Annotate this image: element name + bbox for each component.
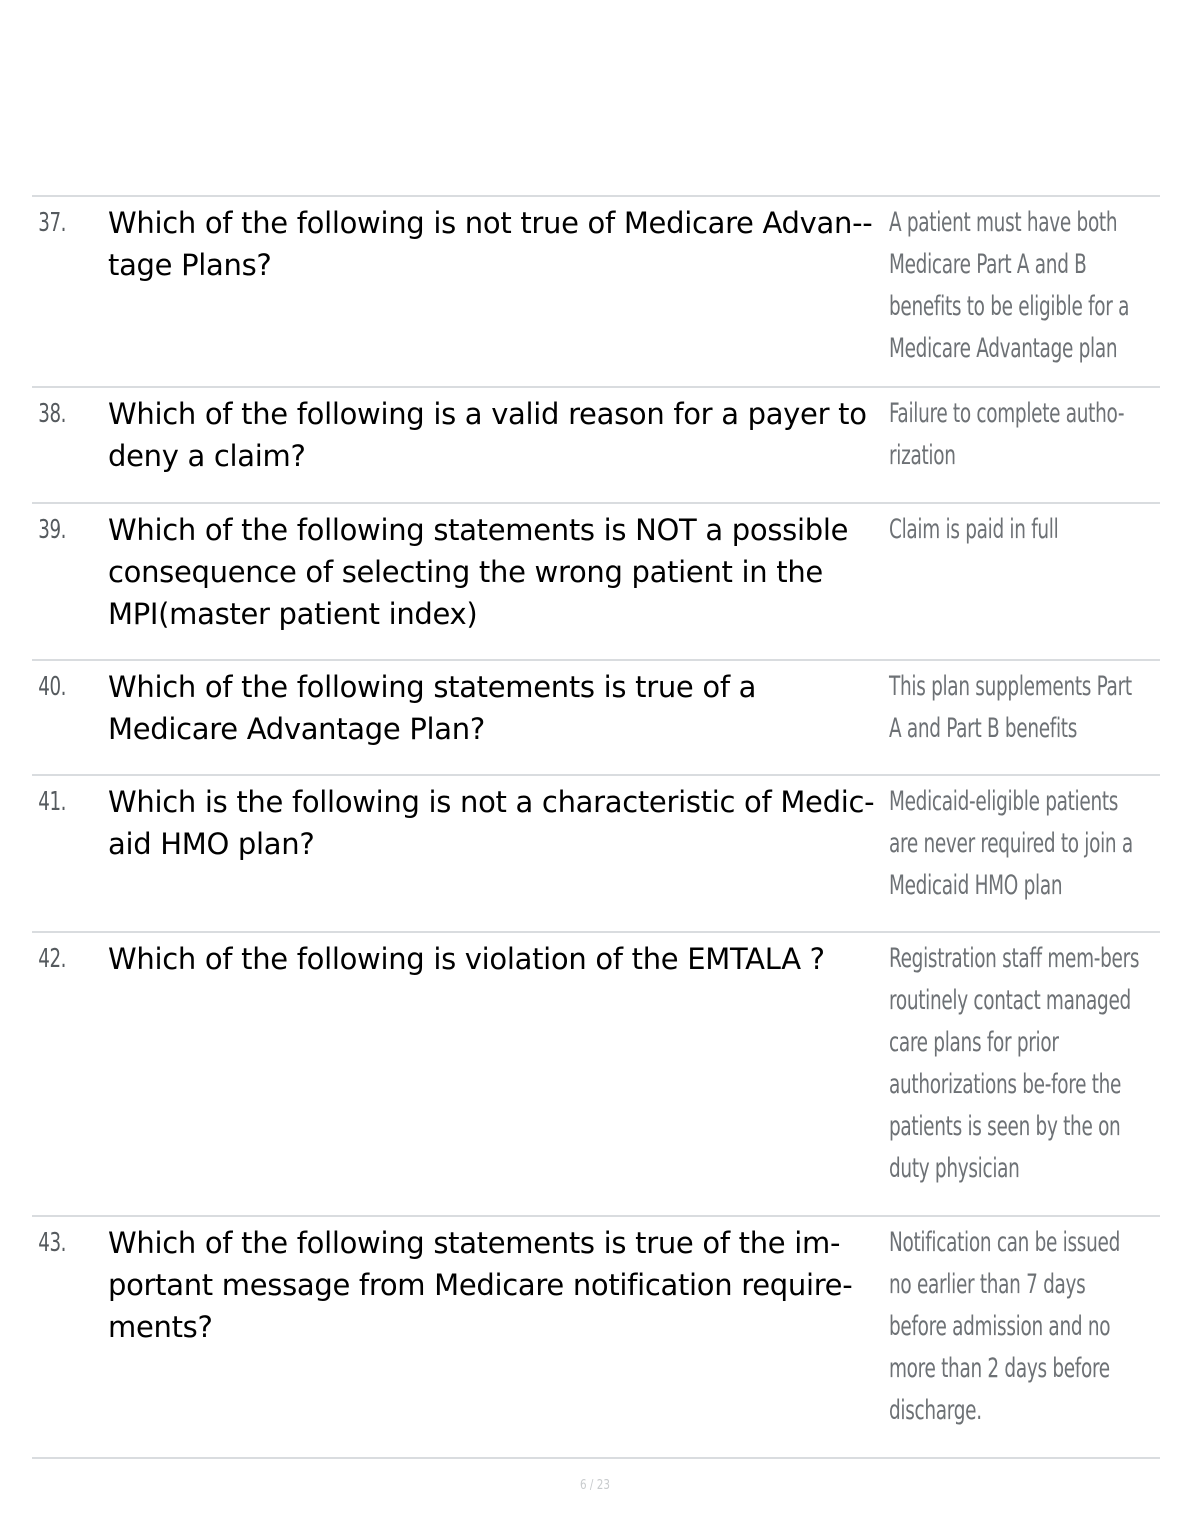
answer-text-content: This plan supplements Part A and Part B benefits <box>889 671 1132 744</box>
answer-text-content: Failure to complete autho-rization <box>889 398 1125 471</box>
table-row <box>32 504 1160 661</box>
table-row <box>32 661 1160 776</box>
answer-text <box>889 388 1190 502</box>
page-number: 6 / 23 <box>580 1478 610 1493</box>
answer-text <box>889 661 1190 774</box>
question-text: Which of the following is a valid reason for a payer to deny a claim? <box>108 397 867 473</box>
question-text: Which is the following is not a characteristic of Medic-aid HMO plan? <box>108 785 875 861</box>
question-text: Which of the following is not true of Medicare Advan-tage Plans? <box>108 206 873 282</box>
table-row <box>32 1217 1160 1459</box>
answer-text <box>889 933 1190 1215</box>
question-text: Which of the following statements is true of the im-portant message from Medicare notification require-ments? <box>108 1226 853 1344</box>
question-text: Which of the following is violation of the EMTALA ? <box>108 942 825 976</box>
table-row <box>32 388 1160 504</box>
question-number: 41. <box>38 787 67 817</box>
answer-text-content: Notification can be issued no earlier than 7 days before admission and no more than 2 days before discharge. <box>889 1227 1120 1426</box>
table-row <box>32 776 1160 933</box>
question-text: Which of the following statements is true of a Medicare Advantage Plan? <box>108 670 757 746</box>
answer-text <box>889 776 1190 931</box>
answer-text <box>889 504 1190 659</box>
answer-text <box>889 197 1190 386</box>
answer-text-content: Claim is paid in full <box>889 514 1059 545</box>
answer-text <box>889 1217 1190 1457</box>
question-number: 39. <box>38 515 67 545</box>
question-number: 40. <box>38 672 67 702</box>
question-number: 42. <box>38 944 67 974</box>
question-number: 37. <box>38 208 67 238</box>
question-number: 43. <box>38 1228 67 1258</box>
answer-text-content: Medicaid-eligible patients are never required to join a Medicaid HMO plan <box>889 786 1133 901</box>
question-answer-table <box>32 195 1160 1459</box>
table-row <box>32 933 1160 1217</box>
table-row <box>32 197 1160 388</box>
question-number: 38. <box>38 399 67 429</box>
answer-text-content: Registration staff mem-bers routinely contact managed care plans for prior authorizations be-fore the patients is seen by the on duty physician <box>889 943 1140 1184</box>
question-text: Which of the following statements is NOT a possible consequence of selecting the wrong patient in the MPI(master patient index) <box>108 513 849 631</box>
answer-text-content: A patient must have both Medicare Part A and B benefits to be eligible for a Medicare Advantage plan <box>889 207 1130 364</box>
